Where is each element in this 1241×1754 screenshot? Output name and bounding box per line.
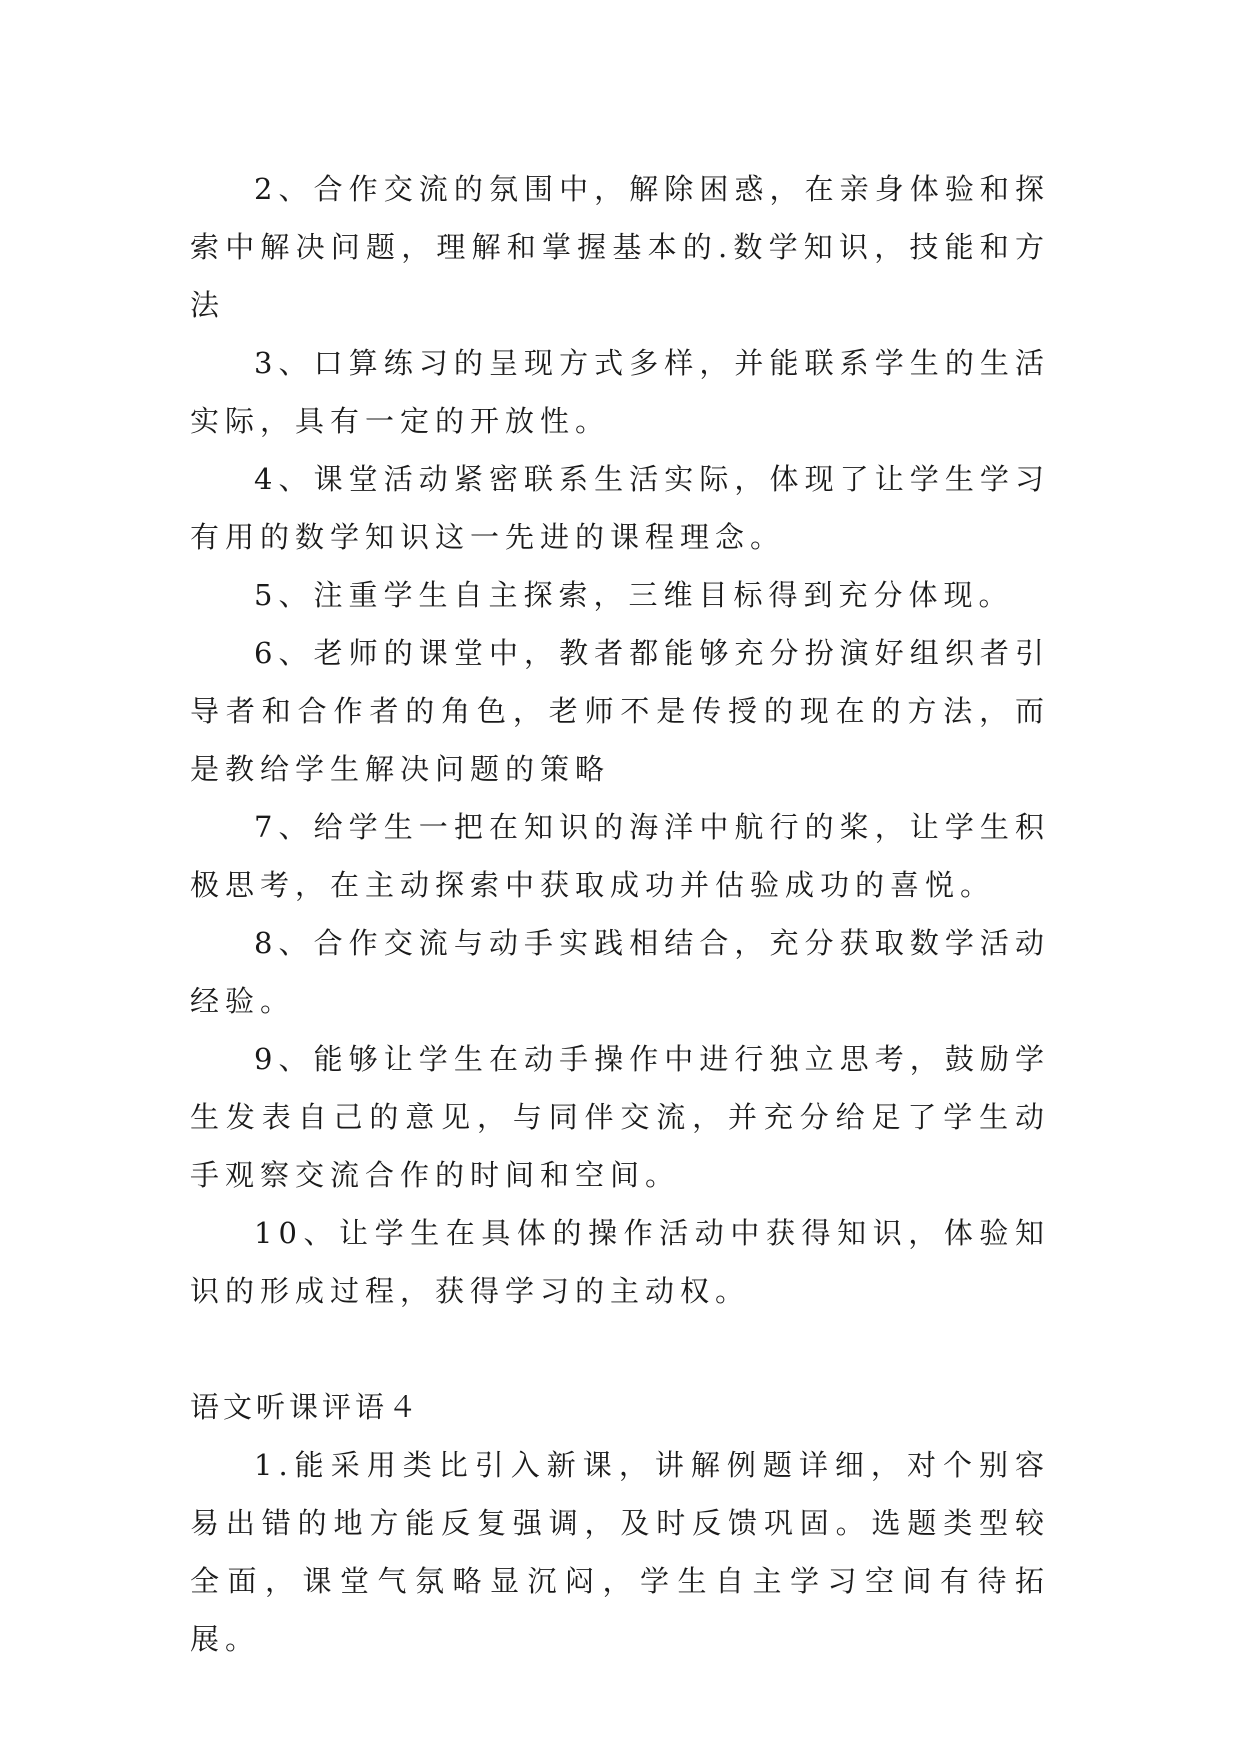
- paragraph-4: 4、课堂活动紧密联系生活实际，体现了让学生学习有用的数学知识这一先进的课程理念。: [190, 462, 1050, 554]
- document-body: [190, 160, 1050, 1668]
- paragraph-8: 8、合作交流与动手实践相结合，充分获取数学活动经验。: [190, 926, 1050, 1018]
- paragraph-2: 2、合作交流的氛围中，解除困惑，在亲身体验和探索中解决问题，理解和掌握基本的.数学知识，技能和方法: [190, 172, 1050, 322]
- paragraph-3: 3、口算练习的呈现方式多样，并能联系学生的生活实际，具有一定的开放性。: [190, 346, 1050, 438]
- paragraph-9: 9、能够让学生在动手操作中进行独立思考，鼓励学生发表自己的意见，与同伴交流，并充分给足了学生动手观察交流合作的时间和空间。: [190, 1042, 1050, 1192]
- section-paragraph-1: 1.能采用类比引入新课，讲解例题详细，对个别容易出错的地方能反复强调，及时反馈巩固。选题类型较全面，课堂气氛略显沉闷，学生自主学习空间有待拓展。: [190, 1448, 1050, 1656]
- section-heading: 语文听课评语４: [190, 1390, 422, 1424]
- paragraph-7: 7、给学生一把在知识的海洋中航行的桨，让学生积极思考，在主动探索中获取成功并估验成功的喜悦。: [190, 810, 1050, 902]
- paragraph-6: 6、老师的课堂中，教者都能够充分扮演好组织者引导者和合作者的角色，老师不是传授的现在的方法，而是教给学生解决问题的策略: [190, 636, 1050, 786]
- paragraph-10: 10、让学生在具体的操作活动中获得知识，体验知识的形成过程，获得学习的主动权。: [190, 1216, 1050, 1308]
- paragraph-5: 5、注重学生自主探索，三维目标得到充分体现。: [254, 578, 1014, 612]
